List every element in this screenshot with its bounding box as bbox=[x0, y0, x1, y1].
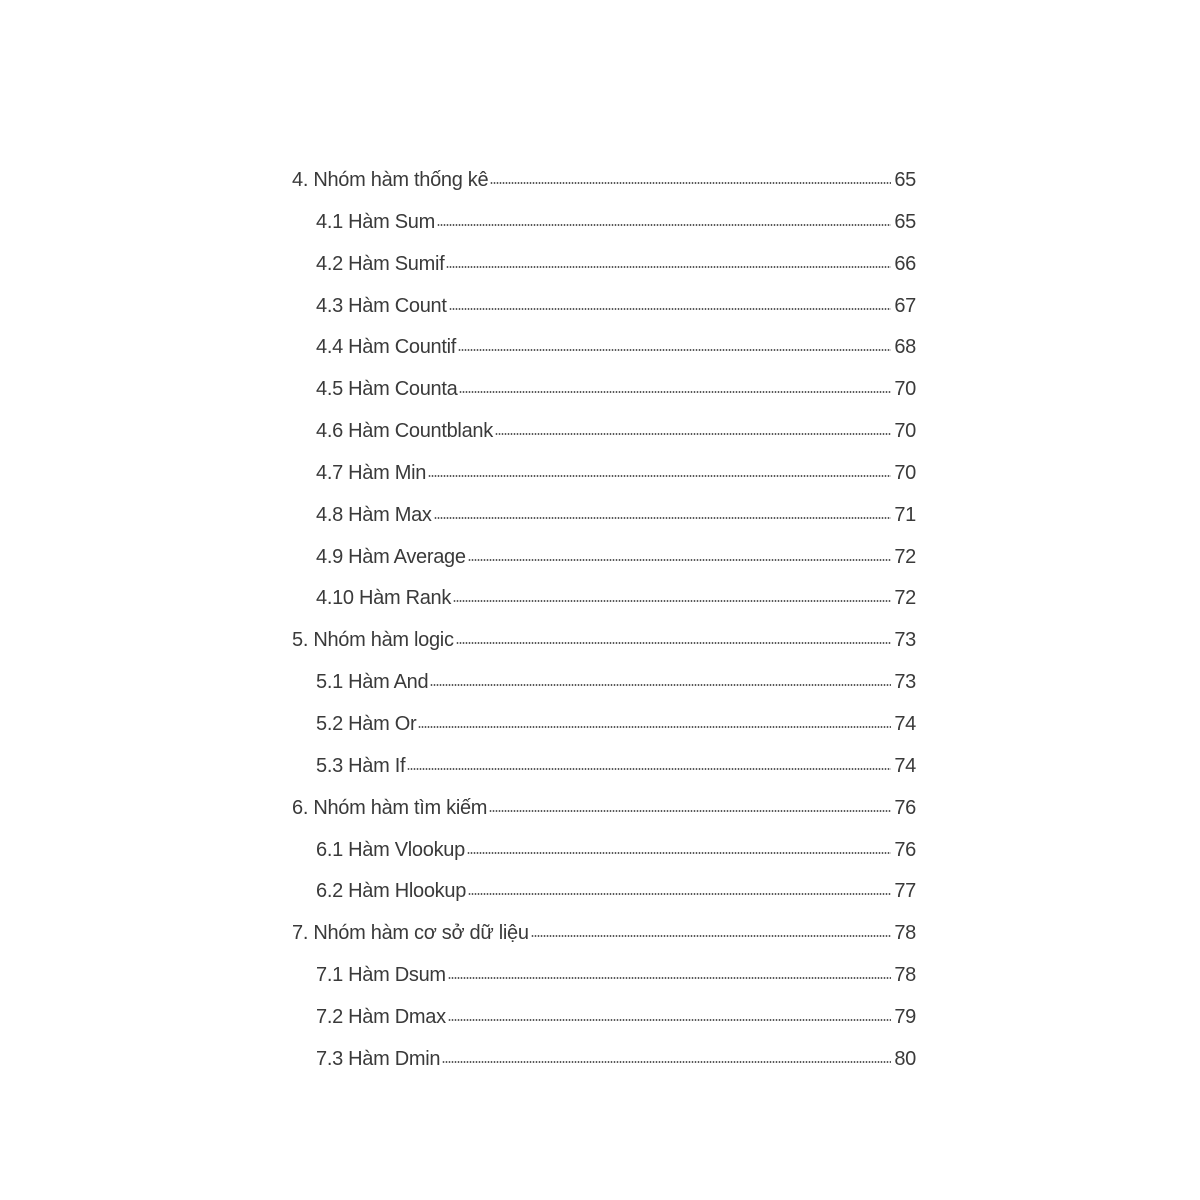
toc-entry-label: 4.7 Hàm Min bbox=[316, 461, 427, 484]
toc-entry-page: 74 bbox=[894, 754, 916, 777]
toc-entry-page: 70 bbox=[894, 378, 916, 401]
toc-entry-label: 5. Nhóm hàm logic bbox=[292, 629, 454, 652]
toc-entry-page: 78 bbox=[894, 922, 916, 945]
toc-entry-label: 4.6 Hàm Countblank bbox=[316, 420, 493, 443]
dot-leader bbox=[495, 433, 891, 435]
toc-entry-label: 7.2 Hàm Dmax bbox=[316, 1005, 446, 1028]
toc-entry[interactable] bbox=[292, 453, 916, 495]
toc-entry-page: 77 bbox=[894, 880, 916, 903]
toc-entry-page: 68 bbox=[894, 336, 916, 359]
toc-entry-label: 7.1 Hàm Dsum bbox=[316, 964, 446, 987]
toc-entry-page: 70 bbox=[894, 461, 916, 484]
table-of-contents bbox=[292, 160, 916, 1081]
toc-entry-page: 72 bbox=[894, 587, 916, 610]
toc-entry[interactable] bbox=[292, 495, 916, 537]
dot-leader bbox=[458, 349, 891, 351]
toc-entry-label: 4. Nhóm hàm thống kê bbox=[292, 169, 489, 191]
toc-entry-label: 4.10 Hàm Rank bbox=[316, 587, 452, 610]
dot-leader bbox=[449, 308, 891, 310]
toc-entry[interactable] bbox=[292, 286, 916, 328]
dot-leader bbox=[467, 852, 891, 854]
toc-entry-label: 6.2 Hàm Hlookup bbox=[316, 880, 467, 903]
toc-entry-page: 65 bbox=[894, 210, 916, 233]
dot-leader bbox=[448, 977, 891, 979]
toc-entry-page: 76 bbox=[894, 796, 916, 819]
toc-entry-page: 73 bbox=[894, 629, 916, 652]
toc-entry-label: 5.2 Hàm Or bbox=[316, 712, 417, 735]
toc-entry[interactable] bbox=[292, 537, 916, 579]
dot-leader bbox=[437, 224, 891, 226]
toc-entry[interactable] bbox=[292, 830, 916, 872]
toc-entry-label: 4.4 Hàm Countif bbox=[316, 336, 457, 359]
dot-leader bbox=[418, 726, 891, 728]
toc-entry[interactable] bbox=[292, 1039, 916, 1081]
dot-leader bbox=[407, 768, 891, 770]
toc-entry[interactable] bbox=[292, 913, 916, 955]
toc-entry[interactable] bbox=[292, 788, 916, 830]
dot-leader bbox=[456, 642, 891, 644]
dot-leader bbox=[434, 517, 891, 519]
dot-leader bbox=[446, 266, 891, 268]
toc-entry[interactable] bbox=[292, 997, 916, 1039]
toc-entry[interactable] bbox=[292, 369, 916, 411]
toc-entry-page: 70 bbox=[894, 420, 916, 443]
toc-entry-page: 80 bbox=[894, 1047, 916, 1070]
toc-entry-page: 72 bbox=[894, 545, 916, 568]
dot-leader bbox=[531, 935, 891, 937]
toc-entry-page: 78 bbox=[894, 964, 916, 987]
toc-entry[interactable] bbox=[292, 327, 916, 369]
toc-entry-label: 6.1 Hàm Vlookup bbox=[316, 838, 465, 861]
toc-entry[interactable] bbox=[292, 160, 916, 202]
toc-entry[interactable] bbox=[292, 578, 916, 620]
toc-entry[interactable] bbox=[292, 244, 916, 286]
dot-leader bbox=[430, 684, 891, 686]
toc-entry-page: 65 bbox=[894, 169, 916, 191]
toc-entry-label: 5.3 Hàm If bbox=[316, 754, 406, 777]
toc-entry-label: 5.1 Hàm And bbox=[316, 671, 429, 694]
toc-entry-label: 4.1 Hàm Sum bbox=[316, 210, 435, 233]
toc-entry-page: 71 bbox=[894, 503, 916, 526]
toc-entry-page: 66 bbox=[894, 252, 916, 275]
toc-entry-page: 74 bbox=[894, 712, 916, 735]
dot-leader bbox=[448, 1019, 891, 1021]
toc-entry-page: 67 bbox=[894, 294, 916, 317]
dot-leader bbox=[468, 559, 891, 561]
toc-entry-page: 73 bbox=[894, 671, 916, 694]
dot-leader bbox=[453, 600, 891, 602]
toc-entry-label: 4.8 Hàm Max bbox=[316, 503, 432, 526]
toc-entry[interactable] bbox=[292, 202, 916, 244]
toc-entry-label: 4.9 Hàm Average bbox=[316, 545, 466, 568]
toc-entry-label: 7. Nhóm hàm cơ sở dữ liệu bbox=[292, 922, 529, 945]
toc-entry[interactable] bbox=[292, 620, 916, 662]
dot-leader bbox=[490, 182, 891, 184]
toc-entry-page: 76 bbox=[894, 838, 916, 861]
toc-entry-label: 6. Nhóm hàm tìm kiếm bbox=[292, 796, 488, 819]
toc-entry[interactable] bbox=[292, 955, 916, 997]
dot-leader bbox=[459, 391, 891, 393]
toc-entry-label: 7.3 Hàm Dmin bbox=[316, 1047, 441, 1070]
toc-entry[interactable] bbox=[292, 871, 916, 913]
toc-entry-label: 4.3 Hàm Count bbox=[316, 294, 447, 317]
toc-entry-page: 79 bbox=[894, 1005, 916, 1028]
dot-leader bbox=[428, 475, 891, 477]
toc-entry[interactable] bbox=[292, 704, 916, 746]
dot-leader bbox=[442, 1061, 891, 1063]
dot-leader bbox=[489, 810, 891, 812]
toc-entry[interactable] bbox=[292, 411, 916, 453]
toc-entry-label: 4.2 Hàm Sumif bbox=[316, 252, 445, 275]
toc-entry-label: 4.5 Hàm Counta bbox=[316, 378, 458, 401]
toc-entry[interactable] bbox=[292, 662, 916, 704]
toc-entry[interactable] bbox=[292, 746, 916, 788]
dot-leader bbox=[468, 893, 891, 895]
